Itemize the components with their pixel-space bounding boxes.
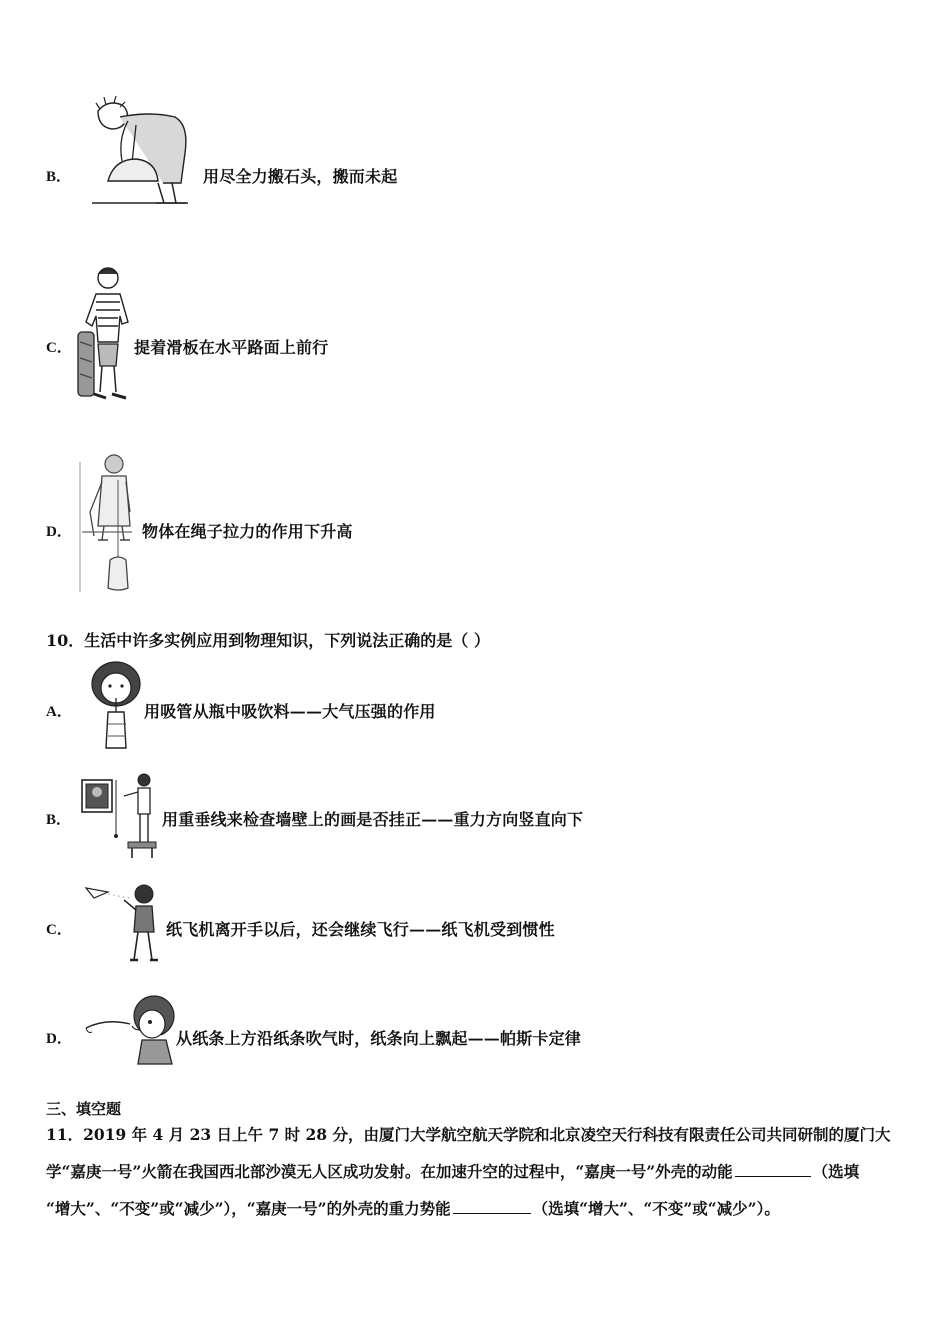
question-11-line-2: [46, 1160, 859, 1182]
option-text: 从纸条上方沿纸条吹气时，纸条向上飘起——帕斯卡定律: [176, 1029, 582, 1048]
option-label: D．: [46, 524, 72, 540]
question-11-line-3-tail: （选填“增大”、“不变”或“减少”）。: [532, 1199, 780, 1218]
boy-carrying-skateboard-illustration: [74, 262, 140, 412]
question-11-line-3-text: “增大”、“不变”或“减少”），“嘉庚一号”的外壳的重力势能: [46, 1199, 451, 1218]
girl-drinking-straw-illustration: [86, 660, 146, 752]
person-lifting-stone-illustration: [80, 95, 195, 215]
question-11-line-1: 11．2019 年 4 月 23 日上午 7 时 28 分，由厦门大学航空航天学院和北京凌空天行科技有限责任公司共同研制的厦门大: [46, 1125, 891, 1144]
option-text: 用尽全力搬石头，搬而未起: [203, 167, 398, 186]
option-text: 提着滑板在水平路面上前行: [134, 338, 329, 357]
option-text: 用重垂线来检查墙壁上的画是否挂正——重力方向竖直向下: [162, 810, 584, 829]
option-text: 物体在绳子拉力的作用下升高: [142, 522, 353, 541]
option-label: C．: [46, 922, 72, 938]
question-11-line-2-tail: （选填: [812, 1162, 860, 1181]
option-label: C．: [46, 340, 72, 356]
option-label: B．: [46, 812, 72, 828]
option-label: A．: [46, 704, 72, 720]
answer-blank-kinetic-energy[interactable]: [735, 1162, 811, 1177]
option-label: B．: [46, 169, 72, 185]
man-pulling-rope-illustration: [72, 452, 142, 594]
boy-paper-plane-illustration: [82, 880, 164, 966]
option-label: D．: [46, 1031, 72, 1047]
boy-blowing-paper-illustration: [80, 990, 180, 1070]
question-11-line-3: [46, 1197, 780, 1219]
option-text: 用吸管从瓶中吸饮料——大气压强的作用: [144, 702, 436, 721]
question-10-stem: 10．生活中许多实例应用到物理知识，下列说法正确的是（ ）: [46, 631, 490, 650]
option-text: 纸飞机离开手以后，还会继续飞行——纸飞机受到惯性: [166, 920, 555, 939]
section-title: 三、填空题: [46, 1100, 122, 1118]
question-11-line-2-text: 学“嘉庚一号”火箭在我国西北部沙漠无人区成功发射。在加速升空的过程中，“嘉庚一号”外壳的动能: [46, 1162, 733, 1181]
answer-blank-potential-energy[interactable]: [453, 1199, 531, 1214]
plumb-line-picture-illustration: [80, 770, 162, 860]
